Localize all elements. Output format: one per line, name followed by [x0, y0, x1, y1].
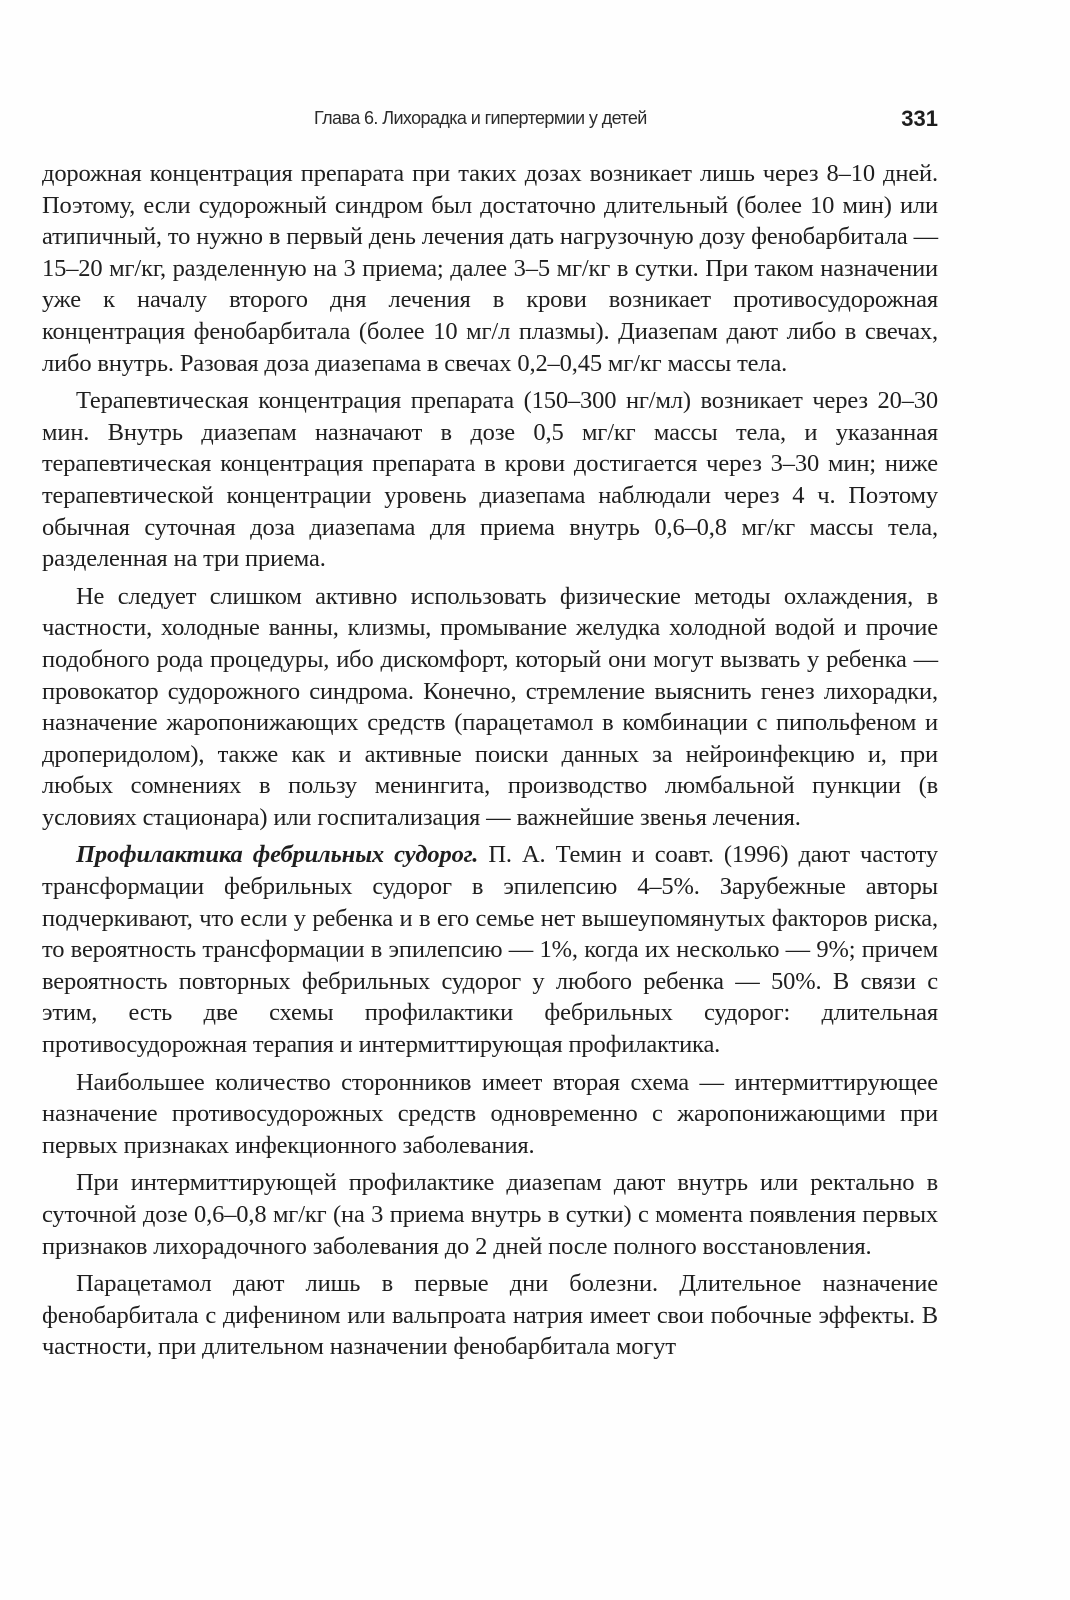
paragraph — [42, 1167, 938, 1262]
paragraph-text: Парацетамол дают лишь в первые дни болезни. Длительное назначение фенобарбитала с дифенином или вальпроата натрия имеет свои побочные эффекты. В частности, при длительном назначении фенобарбитала могут — [42, 1270, 938, 1361]
paragraph-text: Наибольшее количество сторонников имеет вторая схема — интермиттирующее назначение противосудорожных средств одновременно с жаропонижающими при первых признаках инфекционного заболевания. — [42, 1068, 938, 1159]
paragraph-text: Не следует слишком активно использовать физические методы охлаждения, в частности, холодные ванны, клизмы, промывание желудка холодной водой и прочие подобного рода процедуры, ибо дискомфорт, который они могут вызвать у ребенка — провокатор судорожного синдрома. Конечно, стремление выяснить генез лихорадки, назначение жаропонижающих средств (парацетамол в комбинации с пипольфеном и дроперидолом), также как и активные поиски данных за нейроинфекцию и, при любых сомнениях в пользу менингита, производство люмбальной пункции (в условиях стационара) или госпитализация — важнейшие звенья лечения. — [42, 582, 938, 831]
paragraph-continued — [42, 158, 938, 379]
body-text — [42, 158, 938, 1363]
paragraph-text: Терапевтическая концентрация препарата (150–300 нг/мл) возникает через 20–30 мин. Внутрь диазепам назначают в дозе 0,5 мг/кг массы тела, и указанная терапевтическая концентрация препарата в крови достигается через 3–30 мин; ниже терапевтической концентрации уровень диазепама наблюдали через 4 ч. Поэтому обычная суточная доза диазепама для приема внутрь 0,6–0,8 мг/кг массы тела, разделенная на три приема. — [42, 387, 938, 573]
running-head: Глава 6. Лихорадка и гипертермии у детей — [314, 108, 647, 128]
page-number: 331 — [901, 106, 938, 131]
page-header — [42, 106, 938, 136]
run-in-heading: Профилактика фебрильных судорог. — [76, 841, 479, 869]
paragraph — [42, 1067, 938, 1162]
paragraph-continues-next-page — [42, 1268, 938, 1363]
paragraph-section-prophylaxis — [42, 839, 938, 1060]
paragraph — [42, 581, 938, 834]
paragraph-text: При интермиттирующей профилактике диазепам дают внутрь или ректально в суточной дозе 0,6–0,8 мг/кг (на 3 приема внутрь в сутки) с момента появления первых признаков лихорадочного заболевания до 2 дней после полного восстановления. — [42, 1169, 938, 1260]
paragraph-text: дорожная концентрация препарата при таких дозах возникает лишь через 8–10 дней. Поэтому, если судорожный синдром был достаточно длительный (более 10 мин) или атипичный, то нужно в первый день лечения дать нагрузочную дозу фенобарбитала — 15–20 мг/кг, разделенную на 3 приема; далее 3–5 мг/кг в сутки. При таком назначении уже к началу второго дня лечения в крови возникает противосудорожная концентрация фенобарбитала (более 10 мг/л плазмы). Диазепам дают либо в свечах, либо внутрь. Разовая доза диазепама в свечах 0,2–0,45 мг/кг массы тела. — [42, 160, 938, 377]
paragraph — [42, 385, 938, 575]
paragraph-text: П. А. Темин и соавт. (1996) дают частоту трансформации фебрильных судорог в эпилепсию 4–5%. Зарубежные авторы подчеркивают, что если у ребенка и в его семье нет вышеупомянутых факторов риска, то вероятность трансформации в эпилепсию — 1%, когда их несколько — 9%; причем вероятность повторных фебрильных судорог у любого ребенка — 50%. В связи с этим, есть две схемы профилактики фебрильных судорог: длительная противосудорожная терапия и интермиттирующая профилактика. — [42, 841, 938, 1059]
